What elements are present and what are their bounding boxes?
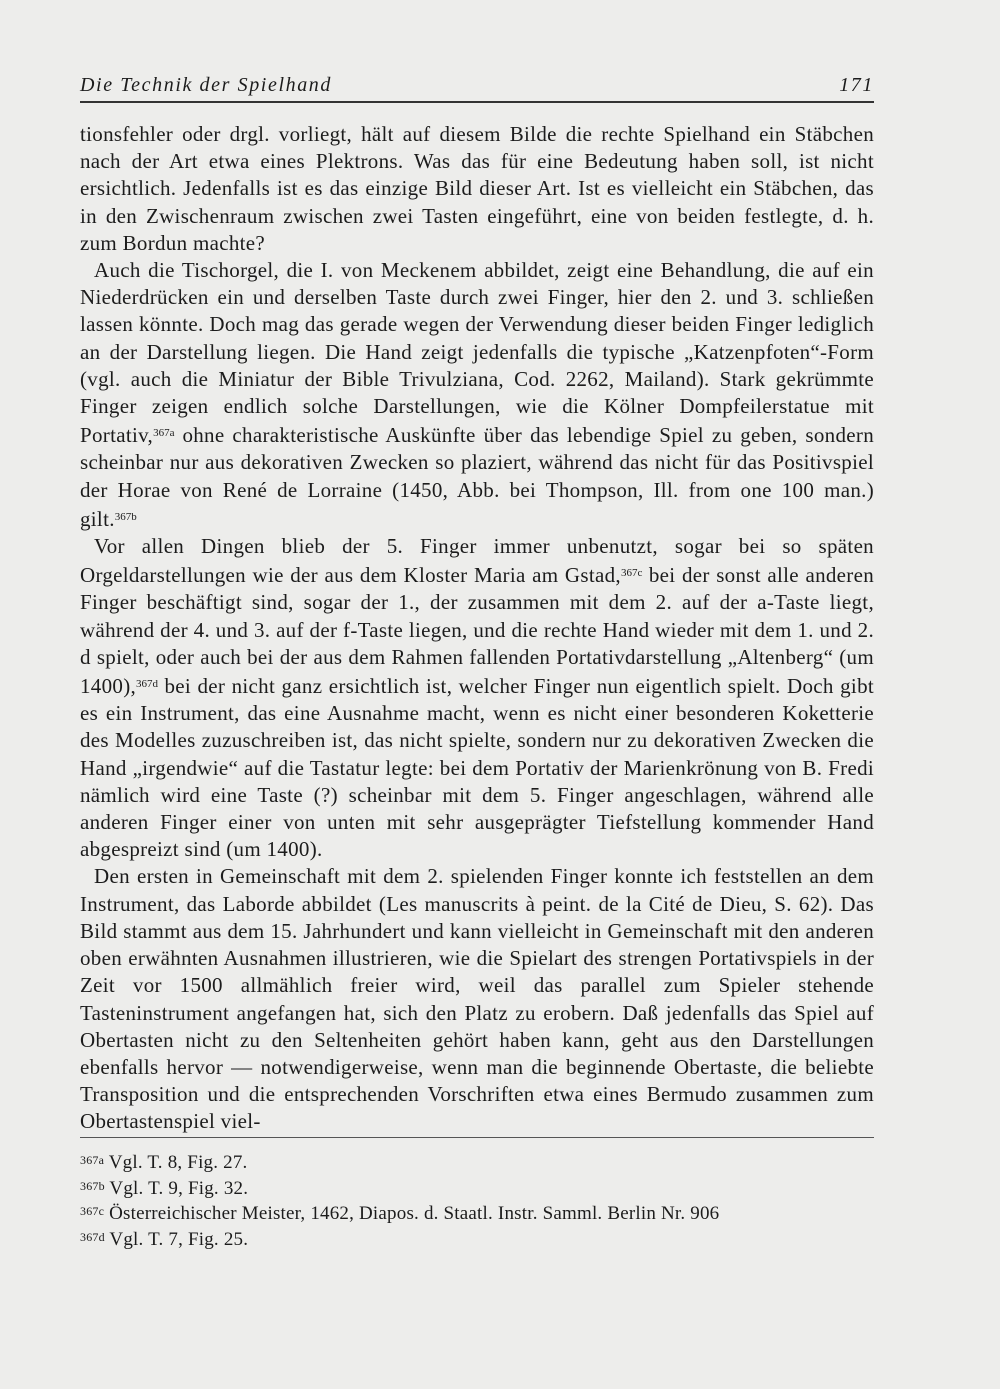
footnote-text: Vgl. T. 8, Fig. 27.	[108, 1152, 248, 1173]
footnote-text: Österreichischer Meister, 1462, Diapos. d. Staatl. Instr. Samml. Berlin Nr. 906	[109, 1203, 720, 1225]
footnote	[80, 1200, 900, 1226]
footnote-text: Vgl. T. 9, Fig. 32.	[109, 1177, 249, 1199]
footnote-mark: 367a	[80, 1153, 105, 1167]
footnote-mark: 367b	[80, 1178, 105, 1193]
footnote-rule	[80, 1137, 874, 1138]
footnote	[80, 1149, 900, 1175]
footnote	[80, 1226, 900, 1252]
paragraph	[80, 533, 874, 863]
footnote-mark: 367d	[80, 1229, 105, 1244]
header-rule	[80, 101, 874, 103]
body-text	[80, 121, 874, 1136]
footnote-mark: 367c	[80, 1204, 105, 1219]
paragraph-text: Auch die Tischorgel, die I. von Meckenem abbildet, zeigt eine Behandlung, die auf ein Niederdrücken ein und derselben Taste durch zwei Finger, hier den 2. und 3. schließen lassen könnte. Doch mag das gerade wegen der Verwendung dieser beiden Finger lediglich an der Darstellung liegen. Die Hand zeigt jedenfalls die typische „Katzenpfoten“-Form (vgl. auch die Miniatur der Bible Trivulziana, Cod. 2262, Mailand). Stark gekrümmte Finger zeigen endlich solche Darstellungen, wie die Kölner Dompfeilerstatue mit Portativ,	[80, 258, 874, 448]
paragraph-text: bei der nicht ganz ersichtlich ist, welcher Finger nun eigentlich spielt. Doch gibt es ein Instrument, das eine Ausnahme macht, wenn es nicht einer besonderen Koketterie des Modelles zuzuschreiben ist, das nicht spielte, sondern nur zu dekorativen Zwecken die Hand „irgendwie“ auf die Tastatur legte: bei dem Portativ der Marienkrönung von B. Fredi nämlich wird eine Taste (?) scheinbar mit dem 5. Finger angeschlagen, während alle anderen Finger einer von unten mit sehr ausgeprägter Tiefstellung kommender Hand abgespreizt sind (um 1400).	[80, 674, 874, 862]
paragraph-text: ohne charakteristische Auskünfte über das lebendige Spiel zu geben, sondern scheinbar nur aus dekorativen Zwecken so plaziert, während das nicht für das Positivspiel der Horae von René de Lorraine (1450, Abb. bei Thompson, Ill. from one 100 man.) gilt.	[80, 423, 874, 531]
footnote-reference: 367b	[114, 510, 137, 523]
footnote-reference: 367a	[153, 427, 175, 440]
paragraph	[80, 121, 874, 257]
paragraph-text: tionsfehler oder drgl. vorliegt, hält auf diesem Bilde die rechte Spielhand ein Stäbchen nach der Art etwa eines Plektrons. Was das für eine Bedeutung haben soll, ist nicht ersichtlich. Jedenfalls ist es das einzige Bild dieser Art. Ist es vielleicht ein Stäbchen, das in den Zwischenraum zwischen zwei Tasten eingeführt, eine von beiden festlegte, d. h. zum Bordun machte?	[80, 122, 874, 255]
footnotes	[80, 1149, 900, 1251]
chapter-title: Die Technik der Spielhand	[80, 74, 333, 96]
footnote-reference: 367d	[136, 678, 159, 691]
footnote-text: Vgl. T. 7, Fig. 25.	[109, 1228, 249, 1250]
paragraph-text: Vor allen Dingen blieb der 5. Finger immer unbenutzt, sogar bei so späten Orgeldarstellungen wie der aus dem Kloster Maria am Gstad,	[80, 534, 874, 588]
footnote-reference: 367c	[620, 567, 643, 580]
page-number: 171	[839, 74, 874, 96]
paragraph-text: bei der sonst alle anderen Finger beschäftigt sind, sogar der 1., der zusammen mit dem 2. auf der a-Taste liegt, während der 4. und 3. auf der f-Taste liegen, und die rechte Hand wieder mit dem 1. und 2. d spielt, oder auch bei der aus dem Rahmen fallenden Portativdarstellung „Altenberg“ (um 1400),	[80, 563, 875, 699]
running-head	[80, 74, 874, 97]
footnote	[80, 1175, 900, 1201]
paragraph	[80, 257, 874, 533]
paragraph-text: Den ersten in Gemeinschaft mit dem 2. spielenden Finger konnte ich feststellen an dem Instrument, das Laborde abbildet (Les manuscrits à peint. de la Cité de Dieu, S. 62). Das Bild stammt aus dem 15. Jahrhundert und kann vielleicht in Gemeinschaft mit den anderen oben erwähnten Ausnahmen illustrieren, wie die Spielart des strengen Portativspiels in der Zeit vor 1500 allmählich freier wird, weil das parallel zum Spieler stehende Tasteninstrument angefangen hat, sich den Platz zu erobern. Daß jedenfalls das Spiel auf Obertasten nicht zu den Seltenheiten gehört haben kann, geht aus den Darstellungen ebenfalls hervor — notwendigerweise, wenn man die beginnende Obertaste, die beliebte Transposition und die entsprechenden Vorschriften etwa eines Bermudo zusammen zum Obertastenspiel viel-	[80, 864, 874, 1134]
paragraph	[80, 863, 874, 1135]
